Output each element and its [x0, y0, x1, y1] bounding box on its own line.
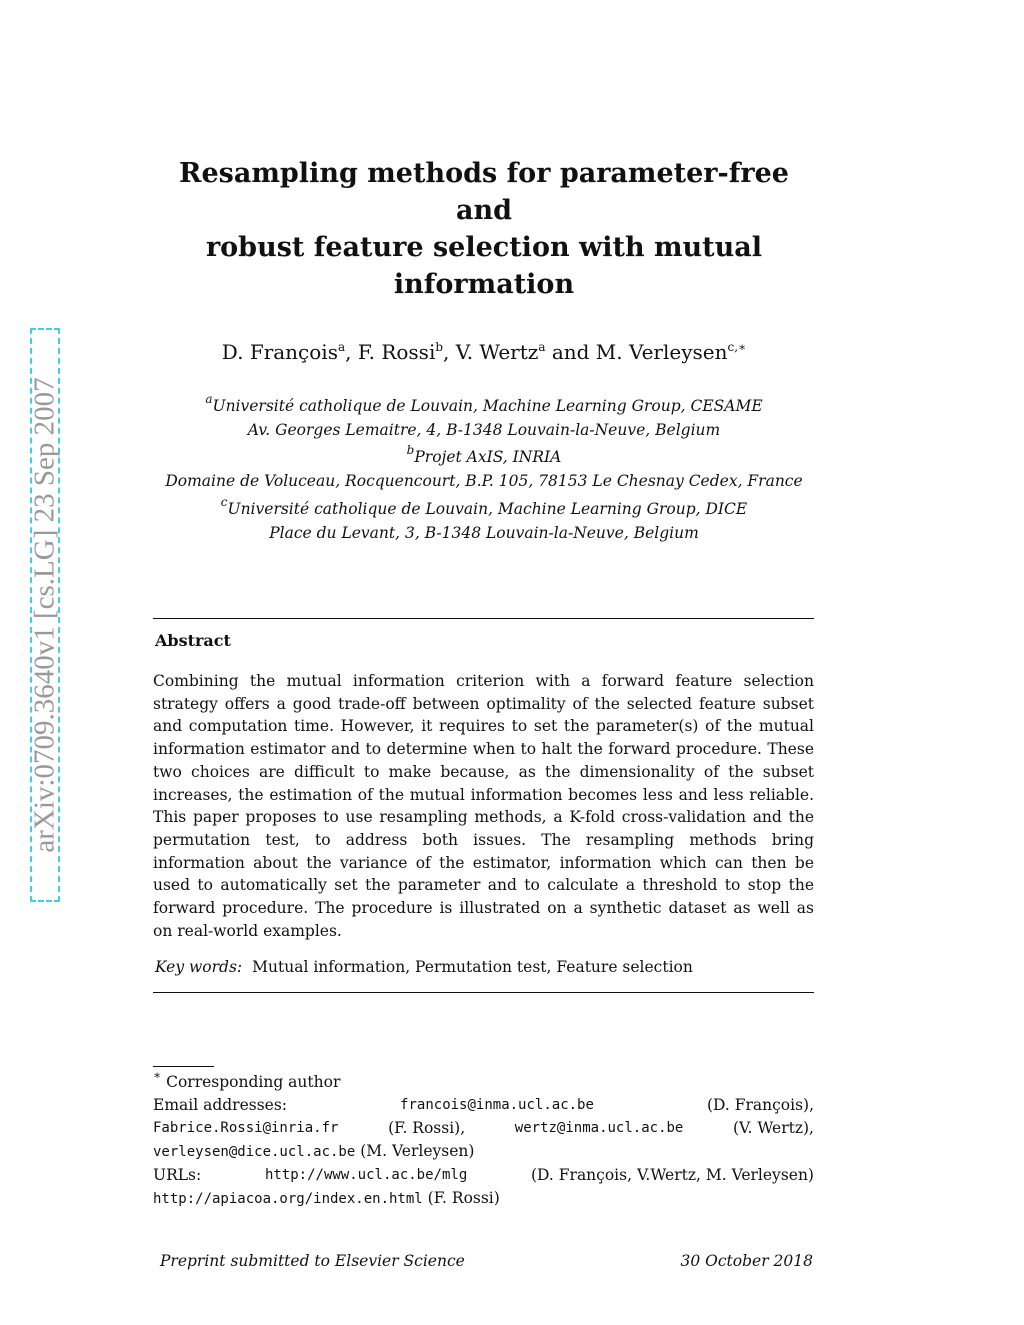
title-line-2: robust feature selection with mutual [205, 232, 763, 263]
affil-mark: c [220, 495, 228, 509]
author-affil-mark: a [337, 340, 346, 354]
affil-line: Av. Georges Lemaitre, 4, B-1348 Louvain-la-Neuve, Belgium [247, 421, 721, 439]
footnote [153, 1068, 814, 1211]
affil-line: Domaine de Voluceau, Rocquencourt, B.P. 105, 78153 Le Chesnay Cedex, France [165, 472, 803, 490]
email-link[interactable]: wertz@inma.ucl.ac.be [514, 1120, 684, 1136]
affil-mark: b [406, 443, 415, 457]
affiliation-c [140, 497, 828, 545]
keywords-label: Key words: [155, 958, 243, 976]
author-list [150, 340, 818, 364]
title-line-3: information [393, 269, 575, 300]
email-owner: (F. Rossi), [388, 1119, 466, 1137]
footer-preprint: Preprint submitted to Elsevier Science [160, 1252, 465, 1270]
footnote-rule [153, 1066, 214, 1067]
email-line-3 [153, 1140, 814, 1164]
footnote-mark: ∗ [153, 1068, 162, 1082]
author-separator: and [545, 340, 596, 364]
corresponding-text: Corresponding author [166, 1073, 341, 1091]
author-name: M. Verleysen [595, 340, 728, 364]
affil-line: Projet AxIS, INRIA [414, 448, 562, 466]
arxiv-stamp-text: arXiv:0709.3640v1 [cs.LG] 23 Sep 2007 [28, 377, 61, 853]
author-affil-mark: c,∗ [727, 340, 747, 354]
email-owner: (M. Verleysen) [360, 1142, 475, 1160]
author-name: F. Rossi [357, 340, 436, 364]
affil-mark: a [205, 392, 213, 406]
title-line-1: Resampling methods for parameter-free and [179, 158, 789, 226]
abstract-top-rule [153, 618, 814, 619]
abstract-heading: Abstract [155, 631, 231, 650]
url-line-2 [153, 1187, 814, 1211]
email-label: Email addresses: [153, 1096, 288, 1114]
affil-line: Place du Levant, 3, B-1348 Louvain-la-Neuve, Belgium [269, 524, 699, 542]
affil-line: Université catholique de Louvain, Machine Learning Group, DICE [227, 500, 748, 518]
url-link[interactable]: http://www.ucl.ac.be/mlg [264, 1167, 468, 1183]
email-line-1 [153, 1094, 814, 1117]
footer-date: 30 October 2018 [680, 1252, 813, 1270]
url-link[interactable]: http://apiacoa.org/index.en.html [153, 1191, 423, 1207]
paper-title [150, 155, 818, 303]
url-line-1 [153, 1164, 814, 1187]
author-separator: , [443, 340, 456, 364]
author-name: D. François [221, 340, 338, 364]
email-line-2 [153, 1117, 814, 1140]
arxiv-stamp [30, 328, 60, 902]
url-owner: (D. François, V.Wertz, M. Verleysen) [531, 1166, 814, 1184]
affiliation-b [140, 445, 828, 493]
email-link[interactable]: francois@inma.ucl.ac.be [400, 1097, 594, 1113]
keywords [155, 958, 693, 976]
email-owner: (D. François), [706, 1096, 814, 1114]
email-owner: (V. Wertz), [732, 1119, 814, 1137]
author-affil-mark: b [435, 340, 444, 354]
email-link[interactable]: verleysen@dice.ucl.ac.be [153, 1144, 356, 1160]
author-separator: , [345, 340, 358, 364]
affiliation-a [140, 394, 828, 442]
abstract-body: Combining the mutual information criterion with a forward feature selection strategy offers a good trade-off between optimality of the selected feature subset and computation time. However, it requires to set the parameter(s) of the mutual information estimator and to determine when to halt the forward procedure. These two choices are difficult to make because, as the dimensionality of the subset increases, the estimation of the mutual information becomes less and less reliable. This paper proposes to use resampling methods, a K-fold cross-validation and the permutation test, to address both issues. The resampling methods bring information about the variance of the estimator, information which can then be used to automatically set the parameter and to calculate a threshold to stop the forward procedure. The procedure is illustrated on a synthetic dataset as well as on real-world examples. [153, 672, 814, 940]
url-owner: (F. Rossi) [427, 1189, 500, 1207]
urls-label: URLs: [153, 1166, 202, 1184]
abstract-bottom-rule [153, 992, 814, 993]
author-name: V. Wertz [455, 340, 539, 364]
corresponding-author [153, 1068, 814, 1094]
keywords-text: Mutual information, Permutation test, Feature selection [252, 958, 693, 976]
email-link[interactable]: Fabrice.Rossi@inria.fr [153, 1120, 339, 1136]
affil-line: Université catholique de Louvain, Machine Learning Group, CESAME [212, 397, 763, 415]
author-affil-mark: a [538, 340, 546, 354]
